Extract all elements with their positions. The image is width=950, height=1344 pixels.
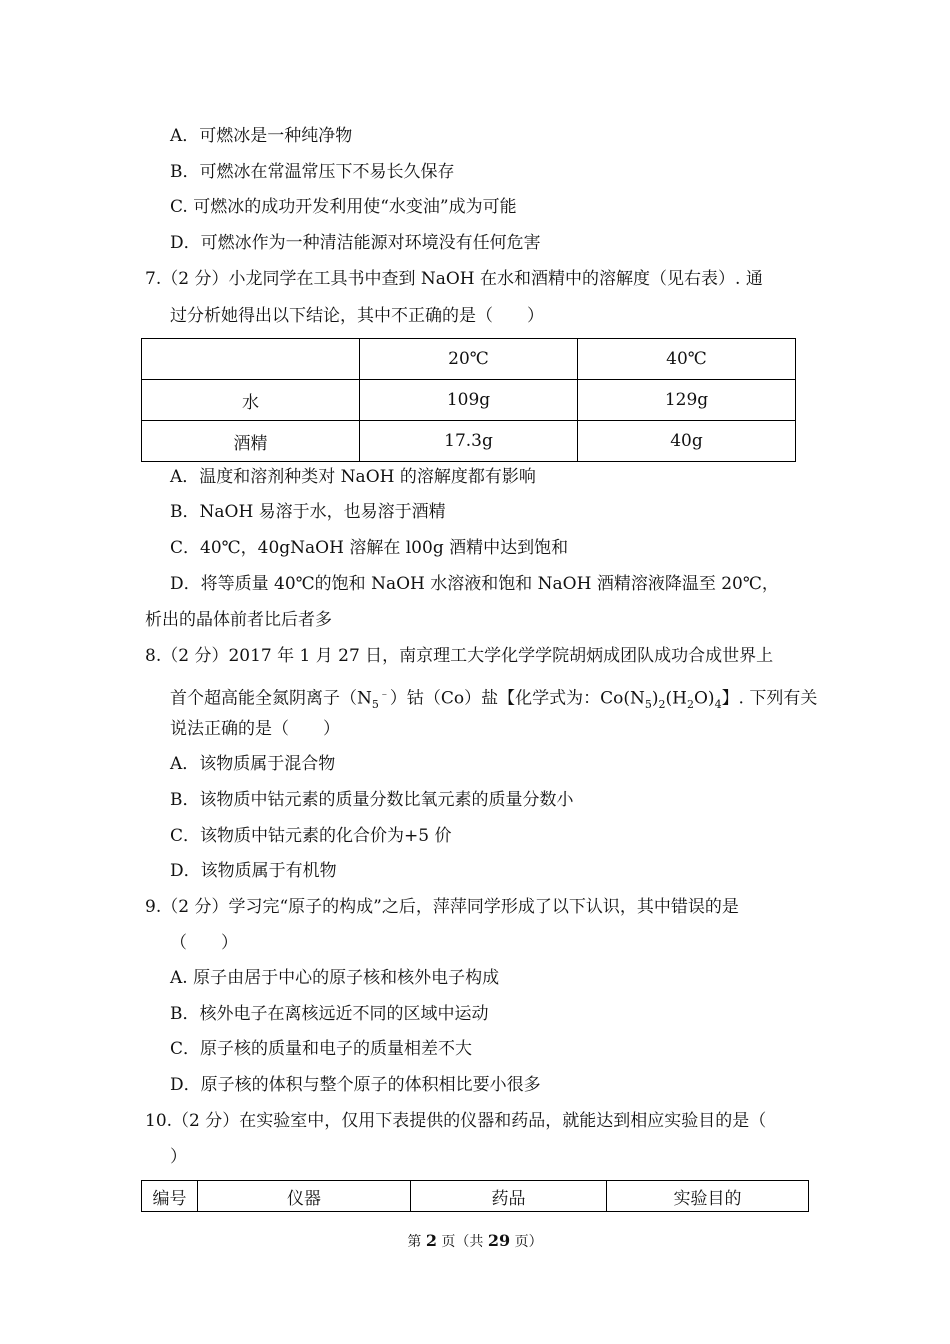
q8-stem-line3: 说法正确的是（ ） bbox=[170, 719, 340, 739]
q7-option-d-line2: 析出的晶体前者比后者多 bbox=[145, 610, 332, 630]
q9-stem-line2: （ ） bbox=[170, 933, 238, 953]
table-cell: 109g bbox=[360, 380, 578, 421]
experiment-table bbox=[141, 1180, 809, 1212]
q8-option-c: C．该物质中钴元素的化合价为+5 价 bbox=[170, 826, 452, 846]
q6-option-a: A．可燃冰是一种纯净物 bbox=[170, 126, 353, 146]
q8-option-d: D．该物质属于有机物 bbox=[170, 861, 337, 881]
q7-option-d-line1: D．将等质量 40℃的饱和 NaOH 水溶液和饱和 NaOH 酒精溶液降温至 20℃， bbox=[170, 574, 779, 594]
q7-option-c: C．40℃，40gNaOH 溶解在 l00g 酒精中达到饱和 bbox=[170, 538, 569, 558]
q6-option-d: D．可燃冰作为一种清洁能源对环境没有任何危害 bbox=[170, 233, 541, 253]
q9-option-b: B．核外电子在离核远近不同的区域中运动 bbox=[170, 1004, 489, 1024]
table-cell: 水 bbox=[142, 380, 360, 421]
table-header-cell: 实验目的 bbox=[607, 1181, 809, 1212]
table-header-cell: 仪器 bbox=[198, 1181, 411, 1212]
q10-stem-line2: ） bbox=[170, 1147, 187, 1167]
q7-stem-line2: 过分析她得出以下结论，其中不正确的是（ ） bbox=[170, 306, 544, 326]
q6-option-b: B．可燃冰在常温常压下不易长久保存 bbox=[170, 162, 455, 182]
table-cell bbox=[142, 339, 360, 380]
table-header-cell: 药品 bbox=[411, 1181, 607, 1212]
q6-option-c: C. 可燃冰的成功开发利用使“水变油”成为可能 bbox=[170, 197, 517, 217]
q8-stem-line1: 8.（2 分）2017 年 1 月 27 日，南京理工大学化学学院胡炳成团队成功合成世界上 bbox=[145, 646, 774, 666]
table-cell: 17.3g bbox=[360, 421, 578, 462]
q8-stem-line2: 首个超高能全氮阴离子$(N_5^﹣)$钴（Co）盐【化学式为：$Co(N_5)_2(H_2O)_4$】. 下列有关 bbox=[170, 687, 818, 712]
table-cell: 129g bbox=[578, 380, 796, 421]
q7-option-b: B．NaOH 易溶于水，也易溶于酒精 bbox=[170, 502, 446, 522]
table-row bbox=[142, 1181, 809, 1212]
q8-option-b: B．该物质中钴元素的质量分数比氧元素的质量分数小 bbox=[170, 790, 574, 810]
table-row bbox=[142, 339, 796, 380]
total-pages: 29 bbox=[487, 1231, 511, 1250]
q9-stem-line1: 9.（2 分）学习完“原子的构成”之后，萍萍同学形成了以下认识，其中错误的是 bbox=[145, 897, 739, 917]
q9-option-a: A. 原子由居于中心的原子核和核外电子构成 bbox=[170, 968, 500, 988]
table-cell: 20℃ bbox=[360, 339, 578, 380]
page-footer: 第 2 页（共 29 页） bbox=[407, 1231, 543, 1250]
q7-option-a: A．温度和溶剂种类对 NaOH 的溶解度都有影响 bbox=[170, 467, 536, 487]
q8-option-a: A．该物质属于混合物 bbox=[170, 754, 336, 774]
solubility-table bbox=[141, 338, 796, 462]
q10-stem-line1: 10.（2 分）在实验室中，仅用下表提供的仪器和药品，就能达到相应实验目的是（ bbox=[145, 1111, 767, 1131]
q9-option-d: D．原子核的体积与整个原子的体积相比要小很多 bbox=[170, 1075, 541, 1095]
q7-stem-line1: 7.（2 分）小龙同学在工具书中查到 NaOH 在水和酒精中的溶解度（见右表）. 通 bbox=[145, 269, 763, 289]
q9-option-c: C．原子核的质量和电子的质量相差不大 bbox=[170, 1039, 473, 1059]
page-number: 2 bbox=[425, 1231, 437, 1250]
table-row bbox=[142, 380, 796, 421]
table-cell: 40℃ bbox=[578, 339, 796, 380]
table-cell: 40g bbox=[578, 421, 796, 462]
table-row bbox=[142, 421, 796, 462]
table-cell: 酒精 bbox=[142, 421, 360, 462]
table-header-cell: 编号 bbox=[142, 1181, 198, 1212]
